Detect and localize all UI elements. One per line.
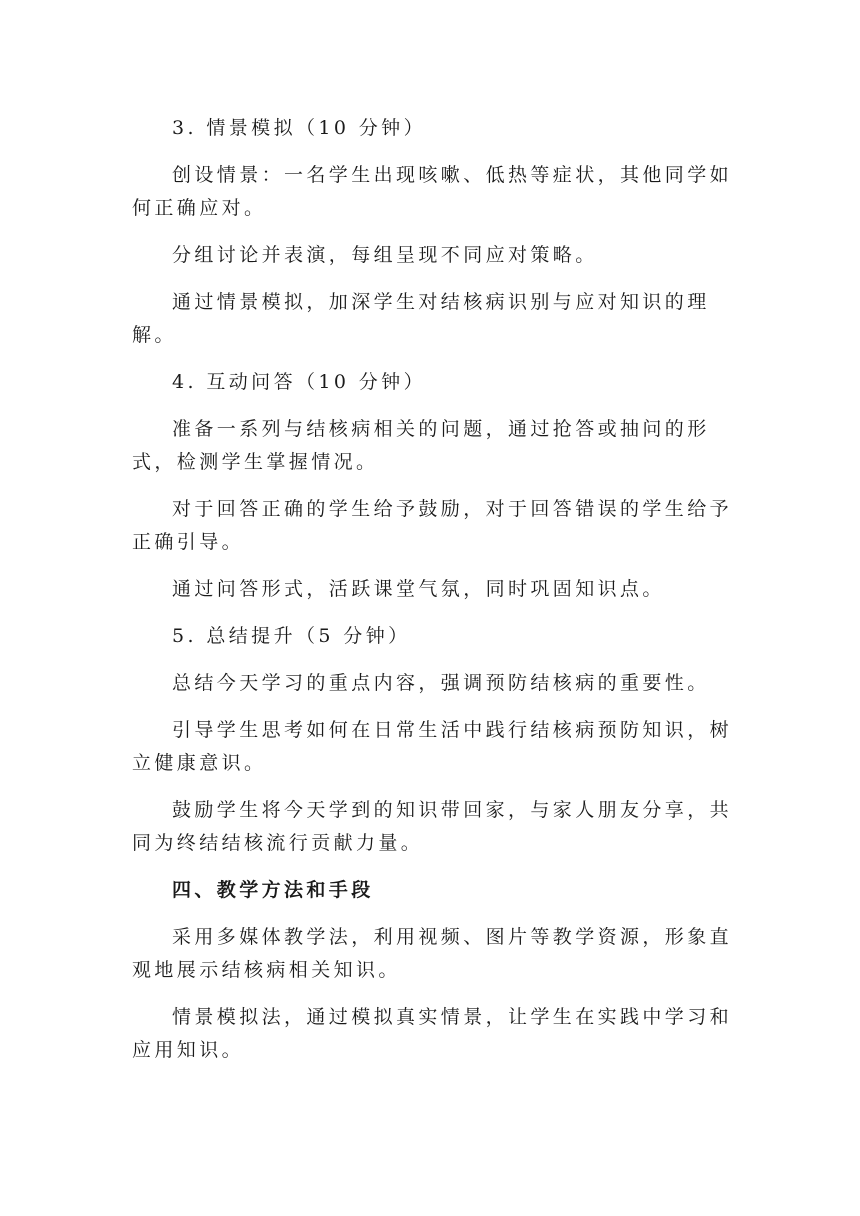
section-heading-teaching-methods: 四、教学方法和手段	[172, 879, 374, 901]
paragraph: 通过问答形式，活跃课堂气氛，同时巩固知识点。	[172, 578, 665, 600]
step-heading-summary: 5. 总结提升（5 分钟）	[172, 625, 411, 647]
paragraph: 情景模拟法，通过模拟真实情景，让学生在实践中学习和应用知识。	[132, 1006, 733, 1061]
paragraph: 对于回答正确的学生给予鼓励，对于回答错误的学生给予正确引导。	[132, 498, 733, 553]
step-heading-scenario-simulation: 3. 情景模拟（10 分钟）	[172, 117, 426, 139]
paragraph: 采用多媒体教学法，利用视频、图片等教学资源，形象直观地展示结核病相关知识。	[132, 926, 733, 981]
document-body	[132, 112, 732, 1081]
paragraph: 准备一系列与结核病相关的问题，通过抢答或抽问的形式，检测学生掌握情况。	[132, 418, 710, 473]
step-heading-interactive-qa: 4. 互动问答（10 分钟）	[172, 371, 426, 393]
paragraph: 通过情景模拟，加深学生对结核病识别与应对知识的理解。	[132, 291, 710, 346]
paragraph: 创设情景：一名学生出现咳嗽、低热等症状，其他同学如何正确应对。	[132, 164, 733, 219]
paragraph: 总结今天学习的重点内容，强调预防结核病的重要性。	[172, 672, 710, 694]
paragraph: 分组讨论并表演，每组呈现不同应对策略。	[172, 244, 598, 266]
paragraph: 引导学生思考如何在日常生活中践行结核病预防知识，树立健康意识。	[132, 719, 733, 774]
paragraph: 鼓励学生将今天学到的知识带回家，与家人朋友分享，共同为终结结核流行贡献力量。	[132, 799, 733, 854]
